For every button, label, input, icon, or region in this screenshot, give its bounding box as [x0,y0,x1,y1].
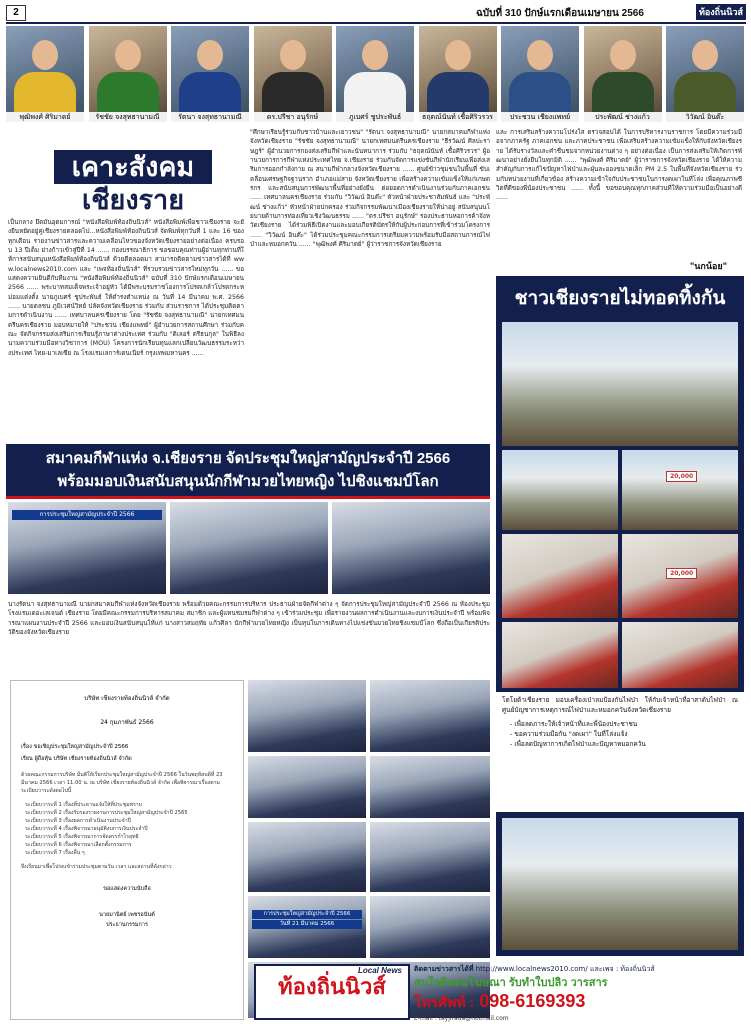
fire-photo-handover-1 [502,450,618,530]
portrait [336,26,414,122]
portrait-name: พุฒิพงศ์ ศิริมาตย์ [6,112,84,122]
letter-position: ประธานกรรมการ [106,922,148,928]
portrait-face [610,40,636,70]
portrait-name: รัตนา จงสุทธานามณี [171,112,249,122]
fire-photo-equipment-3 [502,622,618,688]
footer-contact-line [414,964,744,975]
portrait-body [509,72,571,112]
fire-photo-equipment-1 [502,534,618,618]
footer-contact-label: ติดตามข่าวสารได้ที่ [414,965,474,973]
portrait-name: ประพัฒน์ ช่างแก้ว [584,112,662,122]
fire-caption-box [496,692,744,812]
portrait-body [674,72,736,112]
meeting-banner-date: วันที่ 21 มีนาคม 2566 [252,920,362,929]
page-header [6,4,746,24]
portrait-body [592,72,654,112]
fire-caption: โตโยต้าเชียงราย มอบเครื่องเป่าลมป้องกันไฟป่า ให้กับเจ้าหน้าที่อาสาดับไฟป่า ณ ศูนย์บัญชาการเหตุการณ์ไฟป่าและหมอกควันจังหวัดเชียงราย [502,696,738,714]
footer-logo-sub: Local News [357,966,402,975]
portrait [254,26,332,122]
footer-facebook[interactable]: และเพจ : ท้องถิ่นนิวส์ [589,965,655,973]
agenda-item: ระเบียบวาระที่ 6 เรื่องพิจารณาเลือกตั้งกรรมการ [25,842,132,848]
fire-photo-bottom [502,818,738,950]
header-logo: ท้องถิ่นนิวส์ [696,4,746,20]
portrait-body [344,72,406,112]
letter-body: ด้วยคณะกรรมการบริษัท มีมติให้เรียกประชุมใหญ่สามัญประจำปี 2566 ในวันพฤหัสบดีที่ 23 มีนาคม 2566 เวลา 11.00 น. ณ บริษัท เชียงรายท้องถิ่นนิวส์ จำกัด เพื่อพิจารณาเรื่องตามระเบียบวาระดังต่อไปนี้ [21,772,223,794]
letter-closing: จึงเรียนมาเพื่อโปรดเข้าร่วมประชุมตามวัน เวลา และสถานที่ดังกล่าว [21,864,172,870]
fire-bullets [510,719,730,749]
fire-bullet: - ขอความร่วมมือกัน "งดเผา" ในที่โล่งแจ้ง [510,730,628,738]
fire-photo-equipment-2 [622,534,738,618]
page-number: 2 [6,5,26,21]
portrait-face [527,40,553,70]
portrait [6,26,84,122]
issue-line: ฉบับที่ 310 ปักษ์แรกเดือนเมษายน 2566 [476,8,644,19]
fire-bullet: - เพื่อลดปัญหาการเกิดไฟป่าและปัญหาหมอกควัน [510,740,646,748]
portrait-face [362,40,388,70]
footer-contact [414,964,744,1022]
portrait-strip [6,26,746,122]
agenda-item: ระเบียบวาระที่ 1 เรื่องที่ประธานแจ้งให้ที่ประชุมทราบ [25,802,143,808]
portrait-name: รัชชัย จงสุทธานามณี [89,112,167,122]
meeting-photo-2 [370,680,490,752]
agenda-item: ระเบียบวาระที่ 3 เรื่องผลการดำเนินงานประจำปี [25,818,131,824]
meeting-photo-7 [248,896,366,958]
portrait-face [445,40,471,70]
footer-logo: ท้องถิ่นนิวส์ [278,974,386,999]
column-title-bottom: เชียงราย [81,185,185,215]
portrait-face [692,40,718,70]
portrait-name: ประชวน เชียงแพทย์ [501,112,579,122]
column-right-text: และ การเสริมสร้างความโปร่งใส ตรวจสอบได้ ในการบริหารงานราชการ โดยมีความร่วมมือจากภาครัฐ ภาคเอกชน และภาคประชาชน เพื่อเสริมสร้างความเข้มแข็งให้กับจังหวัดเชียงราย ได้รับรางวัลและคำชื่นชมจากหน่วยงานต่าง ๆ อย่างต่อเนื่อง เป็นการส่งเสริมให้เกิดการพัฒนาอย่างยั่งยืนในทุกมิติ ...... "พุฒิพงศ์ ศิริมาตย์" ผู้ว่าราชการจังหวัดเชียงราย ได้ให้ความสำคัญกับการแก้ไขปัญหาไฟป่าและฝุ่นละอองขนาดเล็ก PM 2.5 ในพื้นที่จังหวัดเชียงราย ร่วมกับหน่วยงานที่เกี่ยวข้อง สร้างความเข้าใจกับประชาชนในการงดเผาในที่โล่ง เพื่อคุณภาพชีวิตที่ดีของพี่น้องประชาชน ...... ทั้งนี้ ขอขอบคุณทุกภาคส่วนที่ให้ความร่วมมือเป็นอย่างดี ...... [496,129,742,202]
portrait [419,26,497,122]
letter-regards: ขอแสดงความนับถือ [103,886,151,892]
sports-headline-1: สมาคมกีฬาแห่ง จ.เชียงราย จัดประชุมใหญ่สามัญประจำปี 2566 [45,450,451,467]
letter-signer: นายมานิตย์ เพชรอนันต์ [99,912,155,918]
portrait-body [14,72,76,112]
portrait [89,26,167,122]
sports-photo-stage [170,502,328,594]
portrait [171,26,249,122]
sports-body: นางรัตนา จงสุทธานามณี นายกสมาคมกีฬาแห่งจังหวัดเชียงราย พร้อมด้วยคณะกรรมการบริหาร ประธานฝ่ายจัดกีฬาต่าง ๆ จัดการประชุมใหญ่สามัญประจำปี 2566 ณ ห้องประชุม โรงแรมเดอะเลเจนด์ เชียงราย โดยมีคณะกรรมการบริหารสมาคม สมาชิก และผู้แทนชมรมกีฬาต่าง ๆ เข้าร่วมประชุม เพื่อรายงานผลการดำเนินงานและงบการเงินประจำปี พร้อมพิจารณาแผนงานประจำปี 2566 และมอบเงินสนับสนุนให้แก่ นางสาวสมฤทัย แก้วศิลา นักกีฬามวยไทยหญิง เป็นทุนในการเดินทางไปแข่งขันมวยไทยชิงแชมป์โลก ซึ่งถือเป็นเกียรติประวัติของจังหวัดเชียงราย [8,601,490,637]
portrait [584,26,662,122]
portrait-face [115,40,141,70]
meeting-photo-1 [248,680,366,752]
letter-to: เรียน ผู้ถือหุ้น บริษัท เชียงรายท้องถิ่นนิวส์ จำกัด [21,756,132,762]
fire-bullet: - เพื่อลดภาระให้เจ้าหน้าที่และพี่น้องประชาชน [510,720,638,728]
portrait-body [97,72,159,112]
column-left-text: เป็นกลาง ยึดมั่นอุดมการณ์ "หนังสือพิมพ์ท้องถิ่นนิวส์" หนังสือพิมพ์เพื่อชาวเชียงราย จะยังยืนหยัดอยู่คู่เชียงรายตลอดไป...หนังสือพิมพ์ท้องถิ่นนิวส์ จัดพิมพ์ทุกวันที่ 1 และ 16 ของทุกเดือน รายงานข่าวสารและความเคลื่อนไหวของจังหวัดเชียงรายอย่างต่อเนื่อง ครบรอบ 13 ปีเต็ม ย่างก้าวเข้าสู่ปีที่ 14 ...... กองบรรณาธิการ ขอขอบคุณท่านผู้อ่านทุกท่านที่ให้การสนับสนุนหนังสือพิมพ์ท้องถิ่นนิวส์ ด้วยดีตลอดมา สามารถติดตามข่าวสารได้ที่ www.localnews2010.com และ "เพจท้องถิ่นนิวส์" ที่รวบรวมข่าวสารใหม่ทุกวัน ...... ขอแสดงความยินดีกับทีมงาน "หนังสือพิมพ์ท้องถิ่นนิวส์" ฉบับที่ 310 ปักษ์แรกเดือนเมษายน 2566 ...... พระบาทสมเด็จพระเจ้าอยู่หัว ได้มีพระบรมราชโองการโปรดเกล้าโปรดกระหม่อมแต่งตั้ง นายภูเบศร์ ชูประพันธ์ ให้ดำรงตำแหน่ง ณ วันที่ 14 มีนาคม พ.ศ. 2566 ...... นายดลชน ภูมิเวศน์วิทย์ ปลัดจังหวัดเชียงราย ร่วมกับ ส่วนราชการ ได้ประชุมติดตามการดำเนินงาน ...... เทศบาลนครเชียงราย โดย "รัชชัย จงสุทธานามณี" นายกเทศมนตรีนครเชียงราย มอบหมายให้ "ประชวน เชียงแพทย์" ผู้อำนวยการสถานศึกษา ร่วมกับคณะ จัดกิจกรรมส่งเสริมการเรียนรู้ภาษาต่างประเทศ ร่วมกับ "ดิเลอร์ ตรีธนกุล" ในพิธีลงนามความร่วมมือทางวิชาการ (MOU) โครงการนักเรียนทุนแลกเปลี่ยนวัฒนธรรมระหว่างประเทศ ไทย-มาเลเซีย ณ โรงแรมเลการ์เดนเนียร์ กรุงเทพมหานคร ...... [8,219,244,357]
portrait-name: ธฤตณ์นันท์ เชื้อศิริวรวร [419,112,497,122]
fire-photo-equipment-4 [622,622,738,688]
meeting-photo-4 [370,756,490,818]
fire-check-2: 20,000 [666,568,697,579]
portrait-face [197,40,223,70]
fire-photo-group [502,322,738,446]
footer-website[interactable]: http://www.localnews2010.com/ [475,965,588,973]
footer-phone[interactable]: 098-6169393 [479,991,586,1011]
portrait [501,26,579,122]
sports-headline-box [6,444,490,499]
portrait-face [280,40,306,70]
sports-photo-audience [332,502,490,594]
footer-phone-label: โทรศัพท์ : [414,994,475,1010]
portrait-name: วิวัฒน์ อินต๊ะ [666,112,744,122]
footer-logo-box [254,964,410,1020]
letter-date: 24 กุมภาพันธ์ 2566 [100,719,154,726]
agenda-item: ระเบียบวาระที่ 7 เรื่องอื่น ๆ [25,850,85,856]
letter-subject: เรื่อง ขอเชิญประชุมใหญ่สามัญประจำปี 2566 [21,744,129,750]
portrait-body [427,72,489,112]
footer-phone-line [414,991,744,1014]
column-title [54,150,212,216]
agenda-item: ระเบียบวาระที่ 4 เรื่องพิจารณาอนุมัติงบการเงินประจำปี [25,826,148,832]
agenda-item: ระเบียบวาระที่ 5 เรื่องพิจารณาการจัดสรรกำไรสุทธิ [25,834,139,840]
sports-headline-2: พร้อมมอบเงินสนับสนุนนักกีฬามวยไทยหญิง ไปชิงแชมป์โลก [57,473,439,490]
column-title-top: เคาะสังคม [54,150,212,184]
portrait [666,26,744,122]
agenda-item: ระเบียบวาระที่ 2 เรื่องรับรองรายงานการประชุมใหญ่สามัญประจำปี 2565 [25,810,188,816]
portrait-body [262,72,324,112]
fire-headline: ชาวเชียงรายไม่ทอดทิ้งกัน [514,288,726,309]
sports-photo-banner: การประชุมใหญ่สามัญประจำปี 2566 [12,510,162,520]
meeting-photo-3 [248,756,366,818]
letter-agenda [25,801,229,857]
meeting-photo-6 [370,822,490,892]
portrait-face [32,40,58,70]
sports-photo-meeting [8,502,166,594]
footer-ad-label: สนใจติดต่อโฆษณา รับทำใบปลิว วารสาร [414,977,608,989]
letter-company: บริษัท เชียงรายท้องถิ่นนิวส์ จำกัด [84,695,170,702]
meeting-photo-5 [248,822,366,892]
footer-email[interactable]: E-mail : tayjirada@hotmail.com [414,1015,509,1022]
meeting-letter [10,680,244,1020]
fire-photo-handover-2 [622,450,738,530]
portrait-body [179,72,241,112]
meeting-photo-8 [370,896,490,958]
portrait-name: ภูเบศร์ ชูประพันธ์ [336,112,414,122]
meeting-banner: การประชุมใหญ่สามัญประจำปี 2566 [252,910,362,919]
portrait-name: ดร.ปรีชา อนุรักษ์ [254,112,332,122]
fire-check-1: 20,000 [666,471,697,482]
column-signoff: "นกน้อย" [690,261,727,271]
column-middle-text: "ศึกษาเรียนรู้ร่วมกับชาวบ้านและเยาวชน" "รัตนา จงสุทธานามณี" นายกสมาคมกีฬาแห่งจังหวัดเชียงราย "รัชชัย จงสุทธานามณี" นายกเทศมนตรีนครเชียงราย "ธีรวัฒน์ ศิลปะราษฎร์" ผู้อำนวยการกองส่งเสริมกีฬาและนันทนาการ ร่วมกับ "ธฤตณ์นันท์ เชื้อศิริวรวร" ผู้อำนวยการการกีฬาแห่งประเทศไทย จ.เชียงราย ร่วมกันจัดการแข่งขันกีฬานักเรียนเพื่อส่งเสริมการออกกำลังกาย ณ สนามกีฬากลางจังหวัดเชียงราย ...... ศูนย์ข้าวชุมชนในพื้นที่ ขับเคลื่อนเศรษฐกิจฐานราก อำเภอแม่สาย จังหวัดเชียงราย เพื่อสร้างความเข้มแข็งให้แก่เกษตรกร และสนับสนุนการพัฒนาพื้นที่อย่างยั่งยืน ต่อยอดการดำเนินงานร่วมกับภาคเอกชน ...... เทศบาลนครเชียงราย ร่วมกับ "วิวัฒน์ อินต๊ะ" หัวหน้าฝ่ายประชาสัมพันธ์ และ "ประพัฒน์ ช่างแก้ว" หัวหน้าฝ่ายปกครอง ร่วมกิจกรรมพัฒนาเมืองเชียงรายให้น่าอยู่ สนับสนุนนโยบายด้านการท่องเที่ยวเชิงวัฒนธรรม ...... "ดร.ปรีชา อนุรักษ์" รองประธานหอการค้าจังหวัดเชียงราย ได้ร่วมพิธีเปิดงานและมอบเกียรติบัตรให้กับผู้ประกอบการที่เข้าร่วมโครงการ ...... "วิวัฒน์ อินต๊ะ" ได้ร่วมประชุมคณะกรรมการเตรียมความพร้อมรับมือสถานการณ์ไฟป่าและหมอกควัน ...... "พุฒิพงศ์ ศิริมาตย์" ผู้ว่าราชการจังหวัดเชียงราย [250,129,490,249]
